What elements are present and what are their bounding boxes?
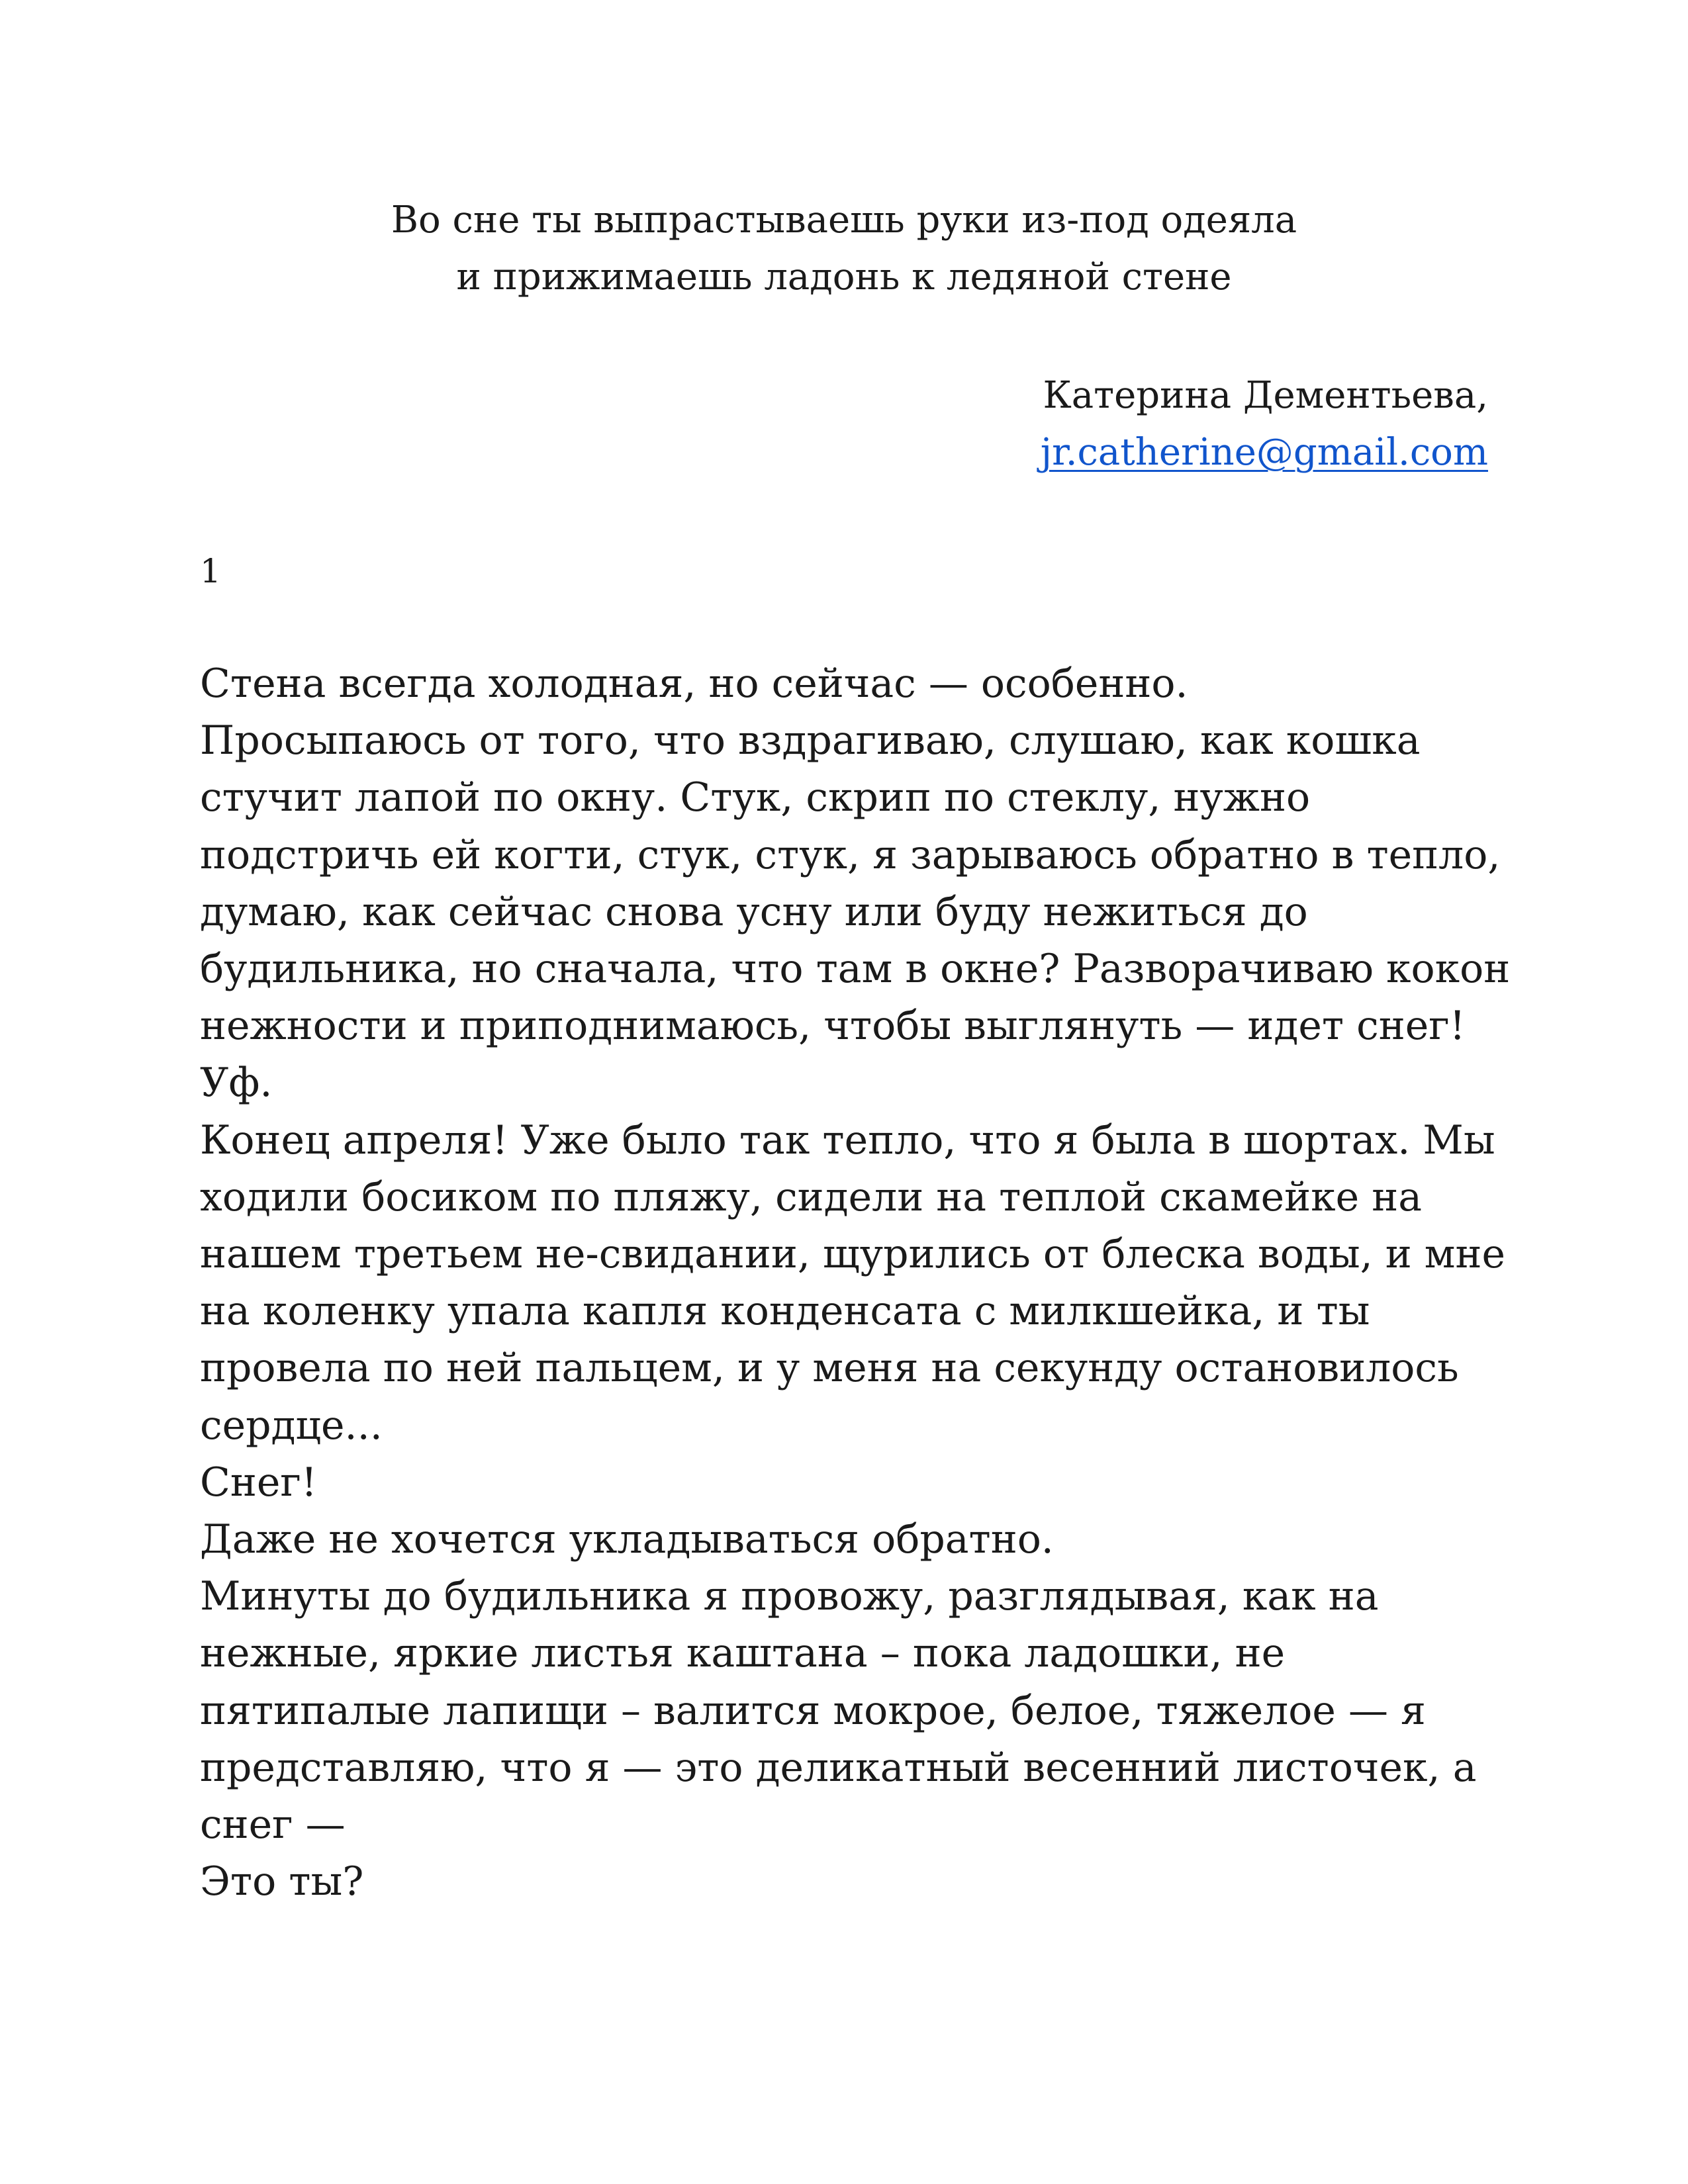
body-line: представляю, что я — это деликатный весенний листочек, а: [200, 1744, 1477, 1791]
body-line: Уф.: [200, 1060, 273, 1107]
body-line: Даже не хочется укладываться обратно.: [200, 1516, 1054, 1563]
section-number: 1: [200, 552, 221, 590]
body-line: ходили босиком по пляжу, сидели на теплой скамейке на: [200, 1173, 1422, 1220]
title-line-2: и прижимаешь ладонь к ледяной стене: [456, 255, 1232, 298]
body-line: думаю, как сейчас снова усну или буду нежиться до: [200, 888, 1308, 935]
author-block: [1041, 367, 1488, 481]
document-title: [0, 192, 1688, 306]
body-line: Конец апреля! Уже было так тепло, что я была в шортах. Мы: [200, 1116, 1495, 1163]
title-line-1: Во сне ты выпрастываешь руки из-под одеяла: [391, 199, 1297, 242]
body-line: Просыпаюсь от того, что вздрагиваю, слушаю, как кошка: [200, 717, 1421, 764]
body-line: нежности и приподнимаюсь, чтобы выглянуть — идет снег!: [200, 1003, 1466, 1050]
body-line: подстричь ей когти, стук, стук, я зарываюсь обратно в тепло,: [200, 831, 1501, 878]
body-line: стучит лапой по окну. Стук, скрип по стеклу, нужно: [200, 774, 1311, 821]
author-email-link[interactable]: jr.catherine@gmail.com: [1040, 431, 1488, 474]
body-line: Стена всегда холодная, но сейчас — особенно.: [200, 660, 1188, 707]
author-name: Катерина Дементьева,: [1043, 374, 1488, 417]
body-line: на коленку упала капля конденсата с милкшейка, и ты: [200, 1288, 1370, 1335]
body-line: нашем третьем не-свидании, щурились от блеска воды, и мне: [200, 1231, 1505, 1278]
body-line: нежные, яркие листья каштана – пока ладошки, не: [200, 1630, 1286, 1677]
body-line: Это ты?: [200, 1858, 364, 1905]
body-line: будильника, но сначала, что там в окне? Разворачиваю кокон: [200, 946, 1511, 993]
body-line: пятипалые лапищи – валится мокрое, белое, тяжелое — я: [200, 1687, 1426, 1734]
body-line: Снег!: [200, 1459, 317, 1506]
body-line: сердце...: [200, 1402, 383, 1449]
body-text: [200, 655, 1511, 1910]
body-line: снег —: [200, 1801, 346, 1848]
body-line: Минуты до будильника я провожу, разглядывая, как на: [200, 1573, 1379, 1620]
body-line: провела по ней пальцем, и у меня на секунду остановилось: [200, 1345, 1459, 1392]
